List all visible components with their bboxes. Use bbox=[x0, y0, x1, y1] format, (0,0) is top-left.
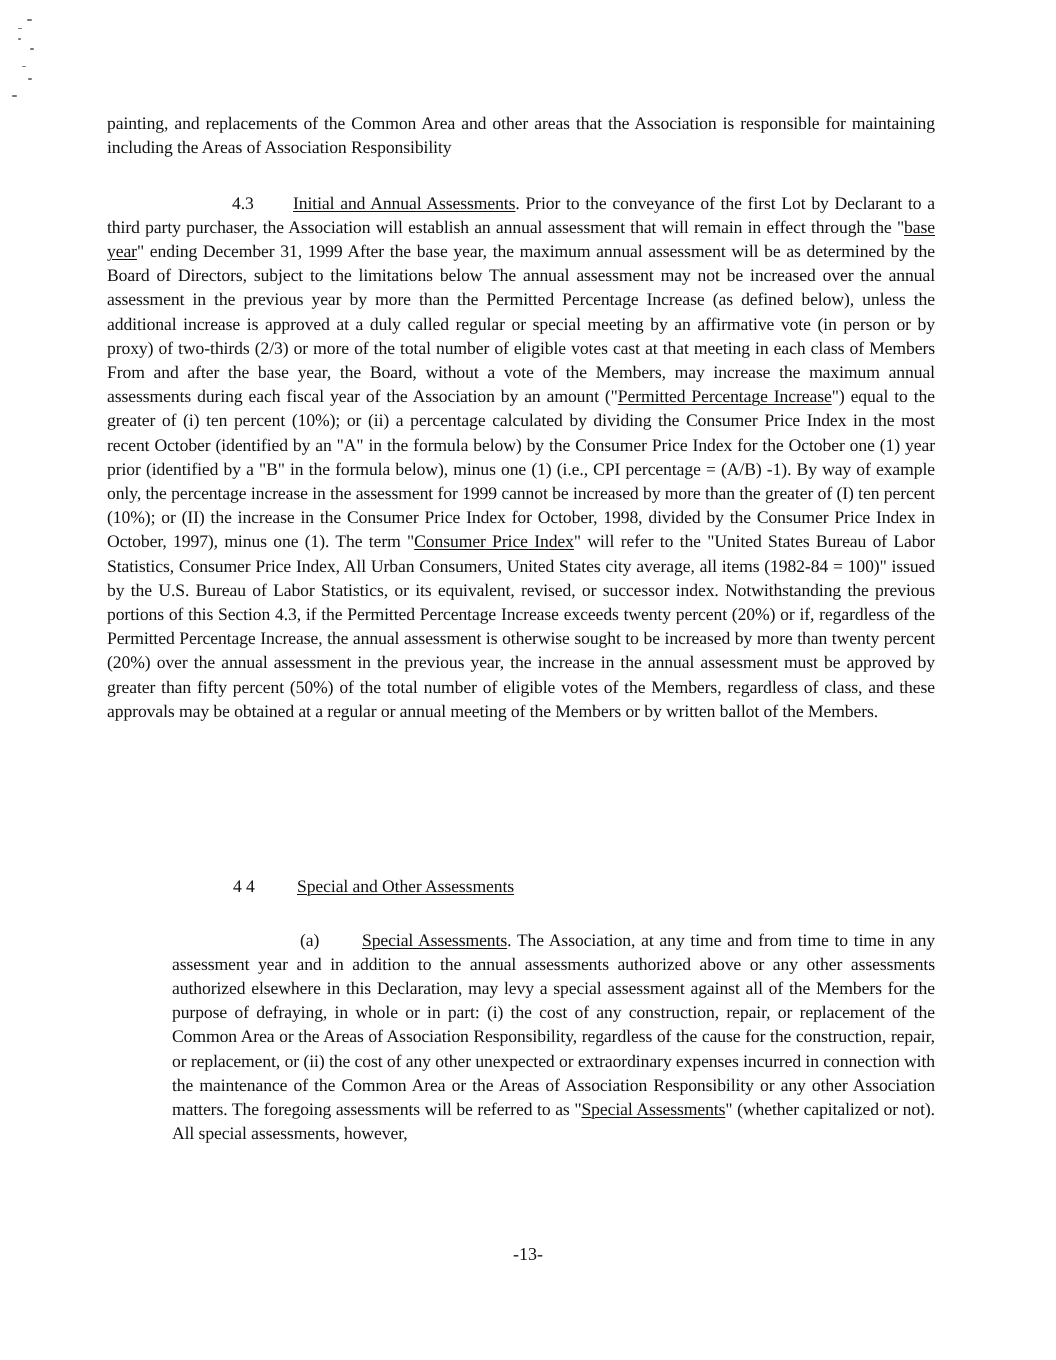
subsection-text: . The Association, at any time and from time to time in any assessment year and in addition to the annual assessments authorized above or any other assessments authorized elsewhere in this Declaration, may levy a special assessment against all of the Members for the purpose of defraying, in whole or in part: (i) the cost of any construction, repair, or replacement of the Common Area or the Areas of Association Responsibility, regardless of the cause for the construction, repair, or replacement, or (ii) the cost of any other unexpected or extraordinary expenses incurred in connection with the maintenance of the Common Area or the Areas of Association Responsibility or any other Association matters. The foregoing assessments will be referred to as " bbox=[172, 929, 935, 1120]
section-text: " ending December 31, 1999 After the base year, the maximum annual assessment will be as determined by the Board of Directors, subject to the limitations below The annual assessment may not be increased over the annual assessment in the previous year by more than the Permitted Percentage Increase (as defined below), unless the additional increase is approved at a duly called regular or special meeting by an affirmative vote (in person or by proxy) of two-thirds (2/3) or more of the total number of eligible votes cast at that meeting in each class of Members From and after the base year, the Board, without a vote of the Members, may increase the maximum annual assessments during each fiscal year of the Association by an amount (" bbox=[107, 241, 935, 407]
continued-paragraph: painting, and replacements of the Common Area and other areas that the Association is responsible for maintaining including the Areas of Association Responsibility bbox=[107, 112, 935, 157]
page-number: -13- bbox=[513, 1244, 543, 1264]
scan-artifact-mark bbox=[18, 38, 21, 40]
section-text: . Prior to the conveyance of the first Lot by Declarant to a third party purchaser, the Association will establish an annual assessment that will remain in effect through the " bbox=[107, 192, 935, 237]
section-4-4-heading-line bbox=[233, 874, 833, 898]
scan-artifact-mark bbox=[27, 19, 32, 21]
scan-artifact-mark bbox=[30, 48, 34, 50]
section-text: ") equal to the greater of (i) ten percent (10%); or (ii) a percentage calculated by dividing the Consumer Price Index in the most recent October (identified by an "A" in the formula below) by the Consumer Price Index for the October one (1) year prior (identified by a "B" in the formula below), minus one (1) (i.e., CPI percentage = (A/B) -1). By way of example only, the percentage increase in the assessment for 1999 cannot be increased by more than the greater of (I) ten percent (10%); or (II) the increase in the Consumer Price Index for October, 1998, divided by the Consumer Price Index in October, 1997), minus one (1). The term " bbox=[107, 386, 935, 552]
subsection-text: " (whether capitalized or not). All special assessments, however, bbox=[172, 1099, 936, 1144]
subsection-label: (a) bbox=[300, 929, 320, 950]
section-heading: Special and Other Assessments bbox=[297, 875, 515, 896]
defined-term-special-assessments: Special Assessments bbox=[581, 1099, 726, 1120]
subsection-a-paragraph bbox=[172, 928, 935, 1146]
subsection-heading: Special Assessments bbox=[362, 929, 508, 950]
section-number: 4.3 bbox=[232, 192, 254, 213]
scan-artifact-mark bbox=[12, 95, 17, 97]
section-text: " will refer to the "United States Bureau of Labor Statistics, Consumer Price Index, All Urban Consumers, United States city average, all items (1982-84 = 100)" issued by the U.S. Bureau of Labor Statistics, or its equivalent, revised, or successor index. Notwithstanding the previous portions of this Section 4.3, if the Permitted Percentage Increase exceeds twenty percent (20%) or if, regardless of the Permitted Percentage Increase, the annual assessment is otherwise sought to be increased by more than twenty percent (20%) over the annual assessment in the previous year, the increase in the annual assessment must be approved by greater than fifty percent (50%) of the total number of eligible votes of the Members, regardless of class, and these approvals may be obtained at a regular or annual meeting of the Members or by written ballot of the Members. bbox=[107, 531, 936, 721]
scan-artifact-mark bbox=[28, 78, 32, 80]
scan-artifact-mark bbox=[18, 28, 22, 29]
section-4-3-paragraph bbox=[107, 191, 935, 723]
defined-term-base-year: base year bbox=[107, 216, 935, 261]
scan-artifact-mark bbox=[22, 66, 26, 67]
section-heading: Initial and Annual Assessments bbox=[293, 192, 516, 213]
defined-term-permitted-percentage-increase: Permitted Percentage Increase bbox=[617, 386, 832, 407]
defined-term-consumer-price-index: Consumer Price Index bbox=[414, 531, 574, 552]
section-number: 4 4 bbox=[233, 875, 255, 896]
